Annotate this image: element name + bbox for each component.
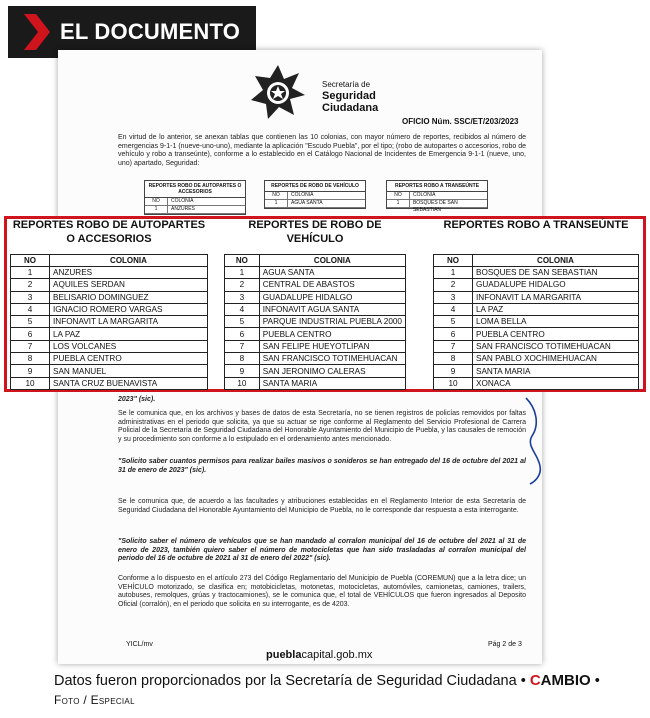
cell-colonia: BELISARIO DOMINGUEZ	[50, 291, 208, 303]
mini-col-colonia: COLONIA	[413, 192, 436, 198]
cell-no: 1	[434, 267, 473, 279]
cell-no: 6	[11, 328, 50, 340]
mini-cell-no: 1	[145, 206, 168, 213]
cell-no: 5	[434, 316, 473, 328]
cell-colonia: SANTA MARIA	[259, 377, 405, 389]
cell-no: 1	[225, 267, 260, 279]
table-row	[225, 279, 406, 291]
mini-table-autopartes	[144, 180, 246, 215]
table-row	[11, 279, 208, 291]
cell-colonia: BOSQUES DE SAN SEBASTIAN	[473, 267, 639, 279]
table-row	[11, 377, 208, 389]
cell-colonia: CENTRAL DE ABASTOS	[259, 279, 405, 291]
cell-no: 10	[11, 377, 50, 389]
table-row	[225, 316, 406, 328]
table-row	[11, 303, 208, 315]
cell-no: 4	[11, 303, 50, 315]
table-title: REPORTES ROBO DE AUTOPARTES O ACCESORIOS	[12, 219, 206, 245]
cell-colonia: PUEBLA CENTRO	[473, 328, 639, 340]
table-row	[434, 340, 639, 352]
cell-colonia: AGUA SANTA	[259, 267, 405, 279]
table-row	[225, 365, 406, 377]
column-header-colonia: COLONIA	[50, 255, 208, 267]
table-robo-vehiculo	[224, 218, 406, 390]
mini-table-title: REPORTES ROBO DE AUTOPARTES O ACCESORIOS	[145, 181, 245, 198]
mini-table-vehiculo	[264, 180, 366, 209]
oficio-number: OFICIO Núm. SSC/ET/203/2023	[402, 117, 519, 126]
column-header-no: NO	[11, 255, 50, 267]
cell-no: 5	[225, 316, 260, 328]
table-row	[434, 279, 639, 291]
column-header-no: NO	[434, 255, 473, 267]
table-row	[11, 316, 208, 328]
table-row	[225, 353, 406, 365]
mini-cell-colonia: BOSQUES DE SAN SEBASTIAN	[412, 200, 458, 213]
table-row	[11, 353, 208, 365]
cell-no: 1	[11, 267, 50, 279]
quote-bailes: "Solicito saber cuantos permisos para realizar bailes masivos o sonideros se han entregado del 16 de octubre del 2021 al 31 de enero de 2023" (sic).	[118, 458, 526, 474]
cell-no: 3	[225, 291, 260, 303]
cell-colonia: SAN FELIPE HUEYOTLIPAN	[259, 340, 405, 352]
cell-colonia: GUADALUPE HIDALGO	[473, 279, 639, 291]
cell-colonia: ANZURES	[50, 267, 208, 279]
mini-col-no: NO	[145, 198, 168, 205]
table-row	[11, 365, 208, 377]
paragraph-policias: Se le comunica que, en los archivos y bases de datos de esta Secretaría, no se tienen registros de policías removidos por faltas administrativas en el periodo que solicita, ya que su actuar se rige conforme al Reglamento del Servicio Profesional de Carrera Policial de la Secretaría de Seguridad Ciudadana del Honorable Ayuntamiento del Municipio de Puebla, y las causales de remoción y su procedimiento son conforme a lo estipulado en el ordenamiento antes mencionado.	[118, 410, 526, 443]
signature-mark	[518, 396, 548, 486]
cell-no: 4	[225, 303, 260, 315]
table-row	[434, 291, 639, 303]
table-row	[434, 328, 639, 340]
paragraph-facultades: Se le comunica que, de acuerdo a las facultades y atribuciones establecidas en el Reglamento Interior de esta Secretaría de Seguridad Ciudadana del Honorable Ayuntamiento del Municipio de Puebla, no le corresponde dar respuesta a esta interrogante.	[118, 498, 526, 514]
mini-cell-colonia: AGUA SANTA	[291, 200, 323, 206]
column-header-no: NO	[225, 255, 260, 267]
table-robo-autopartes	[10, 218, 208, 390]
table-row	[225, 328, 406, 340]
cell-colonia: IGNACIO ROMERO VARGAS	[50, 303, 208, 315]
brand-c: C	[529, 672, 541, 689]
paragraph-coremun: Conforme a lo dispuesto en el artículo 273 del Código Reglamentario del Municipio de Puebla (COREMUN) que a la letra dice; un VEHÍCULO motorizado, se clasifica en; motobicicletas, motonetas, motocicletas, automóviles, camionetas, camiones, trailers, autobuses, remolques, grúas y tractocamiones), se le comunica que, el total de VEHÍCULOS que fueron ingresados al Deposito Oficial (corralón), en el periodo que solicita en su interrogante, es de 4203.	[118, 575, 526, 608]
table-row	[225, 377, 406, 389]
cell-colonia: INFONAVIT LA MARGARITA	[473, 291, 639, 303]
mini-table-transeunte	[386, 180, 488, 213]
cell-colonia: LOMA BELLA	[473, 316, 639, 328]
cell-colonia: SANTA CRUZ BUENAVISTA	[50, 377, 208, 389]
cell-colonia: SAN PABLO XOCHIMEHUACAN	[473, 353, 639, 365]
cell-no: 2	[434, 279, 473, 291]
cell-no: 8	[11, 353, 50, 365]
partial-quote: 2023" (sic).	[118, 396, 156, 403]
cell-no: 8	[225, 353, 260, 365]
cell-no: 10	[225, 377, 260, 389]
table-row	[434, 267, 639, 279]
table-row	[11, 328, 208, 340]
table-title: REPORTES ROBO A TRANSEÚNTE	[443, 219, 629, 231]
cell-colonia: LOS VOLCANES	[50, 340, 208, 352]
cell-no: 3	[434, 291, 473, 303]
cell-no: 9	[225, 365, 260, 377]
brand-rest: AMBIO	[540, 672, 591, 689]
mini-table-row	[387, 200, 487, 213]
footer-page-number: Pág 2 de 3	[488, 641, 522, 648]
table-row	[225, 340, 406, 352]
mini-table-row	[145, 206, 245, 214]
banner-label: EL DOCUMENTO	[60, 19, 241, 44]
cell-colonia: AQUILES SERDAN	[50, 279, 208, 291]
mini-table-row	[265, 200, 365, 208]
cell-no: 9	[434, 365, 473, 377]
mini-table-header	[265, 192, 365, 200]
department-name	[322, 80, 378, 114]
cell-no: 6	[225, 328, 260, 340]
footer-website[interactable]	[266, 649, 372, 661]
footer-initials: YICL/mv	[126, 641, 153, 648]
cell-no: 2	[11, 279, 50, 291]
dept-line-1: Secretaría de	[322, 80, 371, 89]
cell-no: 2	[225, 279, 260, 291]
cell-colonia: XONACA	[473, 377, 639, 389]
cell-colonia: LA PAZ	[50, 328, 208, 340]
mini-table-header	[145, 198, 245, 206]
mini-table-header	[387, 192, 487, 200]
mini-col-no: NO	[265, 192, 288, 199]
cell-no: 7	[434, 340, 473, 352]
dept-line-2: Seguridad	[322, 90, 376, 102]
dept-line-3: Ciudadana	[322, 102, 379, 114]
cell-colonia: INFONAVIT LA MARGARITA	[50, 316, 208, 328]
cell-no: 3	[11, 291, 50, 303]
cell-no: 5	[11, 316, 50, 328]
table-row	[434, 353, 639, 365]
mini-col-colonia: COLONIA	[171, 198, 194, 204]
brand-logo	[530, 672, 591, 689]
cell-no: 9	[11, 365, 50, 377]
cell-colonia: GUADALUPE HIDALGO	[259, 291, 405, 303]
mini-cell-colonia: ANZURES	[171, 206, 195, 212]
mini-cell-no: 1	[387, 200, 410, 207]
cell-colonia: SANTA MARIA	[473, 365, 639, 377]
mini-cell-no: 1	[265, 200, 288, 207]
table-header-row	[434, 255, 639, 267]
table-row	[434, 316, 639, 328]
table-row	[11, 340, 208, 352]
cell-no: 7	[11, 340, 50, 352]
cell-no: 7	[225, 340, 260, 352]
cell-colonia: SAN JERONIMO CALERAS	[259, 365, 405, 377]
cell-no: 8	[434, 353, 473, 365]
cell-colonia: PUEBLA CENTRO	[259, 328, 405, 340]
cell-colonia: INFONAVIT AGUA SANTA	[259, 303, 405, 315]
intro-paragraph: En virtud de lo anterior, se anexan tablas que contienen las 10 colonias, con mayor número de reportes, recibidos al número de emergencias 9-1-1 (nueve-uno-uno), mediante la aplicación "Escudo Puebla", por el tipo; (robo de autopartes o accesorios, robo de vehículo y robo a transeúnte), conforme a lo establecido en el Catálogo Nacional de Incidentes de Emergencia 9-1-1 (nueve, uno, uno) apartado, Seguridad:	[118, 134, 526, 167]
cell-colonia: LA PAZ	[473, 303, 639, 315]
mini-col-no: NO	[387, 192, 410, 199]
table-header-row	[225, 255, 406, 267]
table-row	[225, 267, 406, 279]
table-row	[11, 291, 208, 303]
table-row	[225, 291, 406, 303]
table-row	[434, 303, 639, 315]
cell-no: 10	[434, 377, 473, 389]
cell-no: 4	[434, 303, 473, 315]
column-header-colonia: COLONIA	[473, 255, 639, 267]
cell-no: 6	[434, 328, 473, 340]
column-header-colonia: COLONIA	[259, 255, 405, 267]
caption-dot: •	[594, 673, 600, 689]
police-star-seal-icon	[250, 64, 306, 120]
website-rest: capital.gob.mx	[301, 649, 373, 661]
chevron-right-icon	[22, 14, 50, 50]
table-row	[225, 303, 406, 315]
table-header-row	[11, 255, 208, 267]
mini-table-title: REPORTES DE ROBO DE VEHÍCULO	[265, 181, 365, 192]
photo-credit: Foto / Especial	[54, 693, 135, 707]
cell-colonia: SAN FRANCISCO TOTIMEHUACAN	[473, 340, 639, 352]
table-row	[434, 377, 639, 389]
mini-col-colonia: COLONIA	[291, 192, 314, 198]
caption-text: Datos fueron proporcionados por la Secretaría de Seguridad Ciudadana •	[54, 673, 526, 689]
mini-table-title: REPORTES ROBO A TRANSEÚNTE	[387, 181, 487, 192]
cell-colonia: SAN MANUEL	[50, 365, 208, 377]
table-row	[11, 267, 208, 279]
cell-colonia: SAN FRANCISCO TOTIMEHUACAN	[259, 353, 405, 365]
quote-vehiculos: "Solicito saber el número de vehículos que se han mandado al corralon municipal del 16 de octubre del 2021 al 31 de enero de 2023, también quiero saber el número de motocicletas que han sido trasladadas al corralon municipal del periodo del 16 de octubre de 2021 al 31 de enero del 2022" (sic).	[118, 538, 526, 563]
table-row	[434, 365, 639, 377]
website-bold: puebla	[266, 649, 302, 661]
table-title: REPORTES DE ROBO DE VEHÍCULO	[248, 219, 382, 245]
photo-caption	[54, 672, 600, 689]
table-robo-transeunte	[433, 218, 639, 390]
cell-colonia: PUEBLA CENTRO	[50, 353, 208, 365]
cell-colonia: PARQUE INDUSTRIAL PUEBLA 2000	[259, 316, 405, 328]
